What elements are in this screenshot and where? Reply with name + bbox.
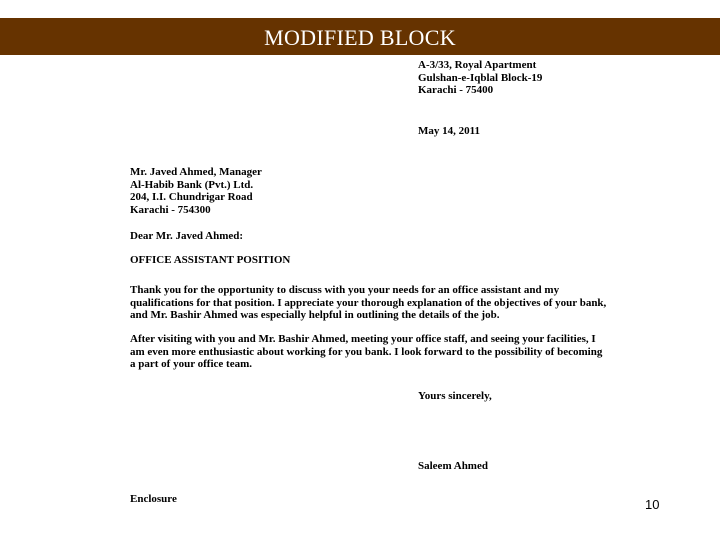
recipient-line: Karachi - 754300 — [130, 203, 211, 216]
recipient-line: 204, I.I. Chundrigar Road — [130, 191, 253, 203]
letter-date: May 14, 2011 — [418, 125, 481, 137]
closing: Yours sincerely, — [418, 390, 492, 402]
sender-address-line: Gulshan-e-Iqblal Block-19 — [418, 71, 543, 84]
sender-address — [418, 59, 542, 97]
recipient-line: Al-Habib Bank (Pvt.) Ltd. — [130, 178, 254, 191]
body-paragraph: Thank you for the opportunity to discuss with you your needs for an office assistant and my qualifications for that position. I appreciate your thorough explanation of the objectives of your bank, and Mr. Bashir Ahmed was especially helpful in outlining the details of the job. — [130, 284, 607, 321]
title-bar — [0, 18, 720, 55]
sender-address-line: Karachi - 75400 — [418, 84, 494, 96]
signature-name: Saleem Ahmed — [418, 460, 488, 472]
salutation: Dear Mr. Javed Ahmed: — [130, 230, 244, 242]
recipient-address — [130, 166, 262, 216]
page-number: 10 — [645, 497, 660, 512]
slide-title: MODIFIED BLOCK — [264, 25, 456, 50]
body-paragraph: After visiting with you and Mr. Bashir Ahmed, meeting your office staff, and seeing your facilities, I am even more enthusiastic about working for you bank. I look forward to the possibility of becoming a part of your office team. — [130, 333, 603, 370]
enclosure-note: Enclosure — [130, 493, 177, 505]
sender-address-line: A-3/33, Royal Apartment — [418, 59, 537, 71]
recipient-line: Mr. Javed Ahmed, Manager — [130, 166, 262, 178]
subject-line: OFFICE ASSISTANT POSITION — [130, 254, 291, 266]
